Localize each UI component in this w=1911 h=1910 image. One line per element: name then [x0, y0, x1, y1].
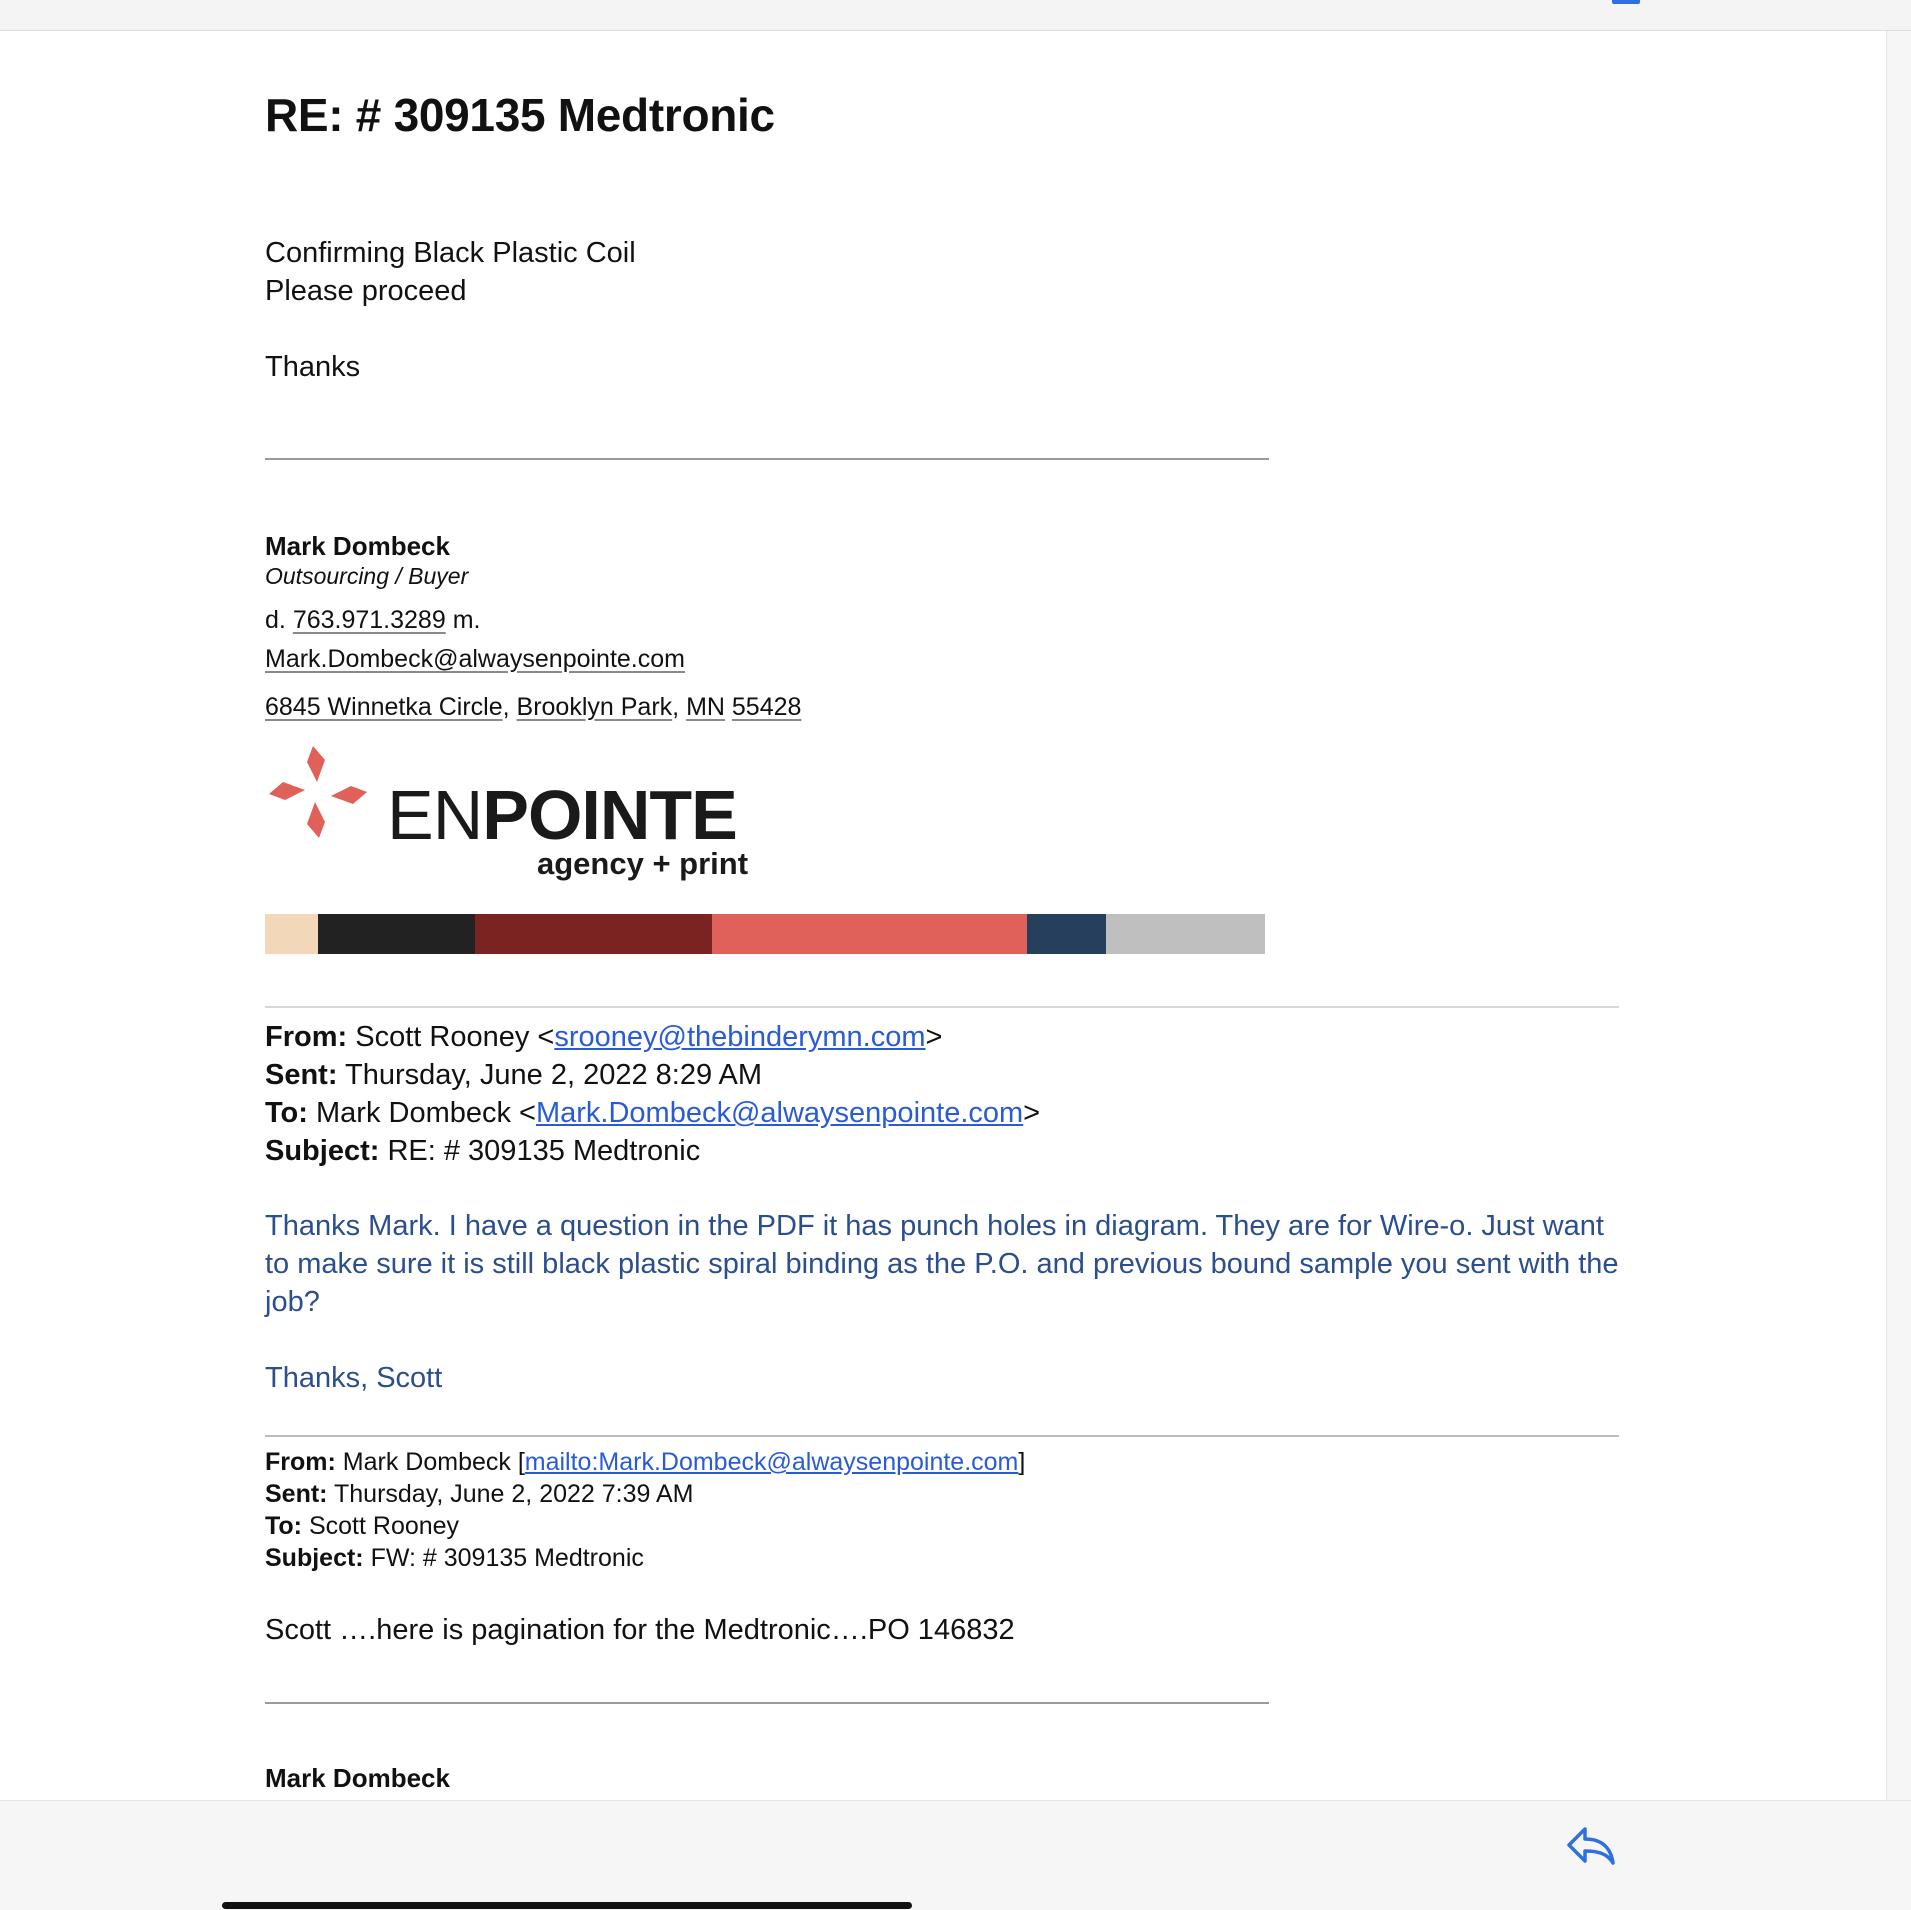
signature-email-link[interactable]: Mark.Dombeck@alwaysenpointe.com [265, 645, 685, 673]
reply2-subject-line [265, 1544, 644, 1573]
reply2-to-value: Scott Rooney [308, 1512, 460, 1540]
address-zip-link[interactable]: 55428 [731, 693, 802, 721]
reply-button[interactable] [1565, 1823, 1617, 1869]
signature-email-line [265, 645, 685, 674]
reply2-subject-label: Subject: [265, 1544, 364, 1572]
reply2-to-line [265, 1512, 459, 1541]
signature-divider-2 [265, 1702, 1269, 1704]
logo-word-heavy: POINTE [482, 776, 737, 854]
reply1-to-close: > [1023, 1097, 1041, 1129]
reply-divider-1 [265, 1006, 1619, 1008]
reply2-sent-label: Sent: [265, 1480, 328, 1508]
reply1-sent-line [265, 1059, 762, 1092]
reply1-subject-line [265, 1135, 700, 1168]
logo-wordmark [387, 776, 737, 854]
reply2-message: Scott ….here is pagination for the Medtronic….PO 146832 [265, 1614, 1015, 1646]
color-swatch-6 [1106, 914, 1265, 954]
brand-color-bar [265, 914, 1265, 954]
signature-name: Mark Dombeck [265, 531, 450, 561]
reply1-to-email-link[interactable]: Mark.Dombeck@alwaysenpointe.com [535, 1097, 1024, 1129]
home-indicator [222, 1902, 912, 1909]
enpointe-star-icon [267, 742, 371, 842]
toolbar-edge-icon[interactable] [1612, 0, 1640, 4]
reply1-subject-label: Subject: [265, 1135, 380, 1167]
top-toolbar-strip [0, 0, 1911, 31]
reply2-sent-line [265, 1480, 694, 1509]
reply1-subject-value: RE: # 309135 Medtronic [387, 1135, 701, 1167]
address-street-link[interactable]: 6845 Winnetka Circle [265, 693, 503, 721]
address-state-link[interactable]: MN [686, 693, 725, 721]
logo-tagline: agency + print [537, 846, 749, 881]
body-line-1: Confirming Black Plastic Coil [265, 237, 636, 269]
signature-divider [265, 458, 1269, 460]
enpointe-logo [267, 742, 767, 884]
color-swatch-2 [318, 914, 475, 954]
reply1-from-line [265, 1021, 942, 1054]
reply2-sent-value: Thursday, June 2, 2022 7:39 AM [334, 1480, 694, 1508]
email-subject-title: RE: # 309135 Medtronic [265, 89, 775, 141]
reply1-from-email-link[interactable]: srooney@thebinderymn.com [554, 1021, 926, 1053]
reply1-to-label: To: [265, 1097, 308, 1129]
bottom-toolbar [0, 1800, 1911, 1910]
reply1-from-close: > [925, 1021, 943, 1053]
reply2-from-label: From: [265, 1448, 336, 1476]
body-line-2: Please proceed [265, 275, 467, 307]
phone-prefix: d. [265, 606, 286, 634]
reply1-from-label: From: [265, 1021, 348, 1053]
reply1-sent-label: Sent: [265, 1059, 338, 1091]
reply2-from-line [265, 1448, 1025, 1477]
reply1-message: Thanks Mark. I have a question in the PDF it has punch holes in diagram. They are for Wire-o. Just want to make sure it is still black plastic spiral binding as the P.O. and previous bound sample you sent with the job? [265, 1210, 1619, 1318]
color-swatch-1 [265, 914, 318, 954]
body-line-3: Thanks [265, 351, 361, 383]
address-city-link[interactable]: Brooklyn Park [516, 693, 673, 721]
logo-word-light: EN [387, 776, 483, 854]
phone-suffix: m. [452, 606, 481, 634]
reply1-to-name: Mark Dombeck < [316, 1097, 536, 1129]
signature2-name: Mark Dombeck [265, 1763, 450, 1793]
signature-address-line: 6845 Winnetka Circle, Brooklyn Park, MN 55428 [265, 693, 802, 721]
reply2-from-name: Mark Dombeck [ [342, 1448, 525, 1476]
reply1-signoff: Thanks, Scott [265, 1362, 443, 1394]
color-swatch-4 [712, 914, 1027, 954]
reply1-to-line [265, 1097, 1040, 1130]
reply2-from-close: ] [1018, 1448, 1026, 1476]
reply2-to-label: To: [265, 1512, 303, 1540]
reply-arrow-icon [1565, 1823, 1617, 1869]
reply2-subject-value: FW: # 309135 Medtronic [370, 1544, 644, 1572]
scroll-gutter [1886, 31, 1911, 1801]
phone-number-link[interactable]: 763.971.3289 [292, 606, 446, 634]
signature-role: Outsourcing / Buyer [265, 563, 469, 589]
reply-divider-2 [265, 1435, 1619, 1437]
reply1-from-name: Scott Rooney < [355, 1021, 555, 1053]
color-swatch-5 [1027, 914, 1106, 954]
reply1-sent-value: Thursday, June 2, 2022 8:29 AM [345, 1059, 763, 1091]
color-swatch-3 [475, 914, 712, 954]
reply2-mailto-link[interactable]: mailto:Mark.Dombeck@alwaysenpointe.com [524, 1448, 1019, 1476]
signature-phone-line [265, 606, 480, 635]
